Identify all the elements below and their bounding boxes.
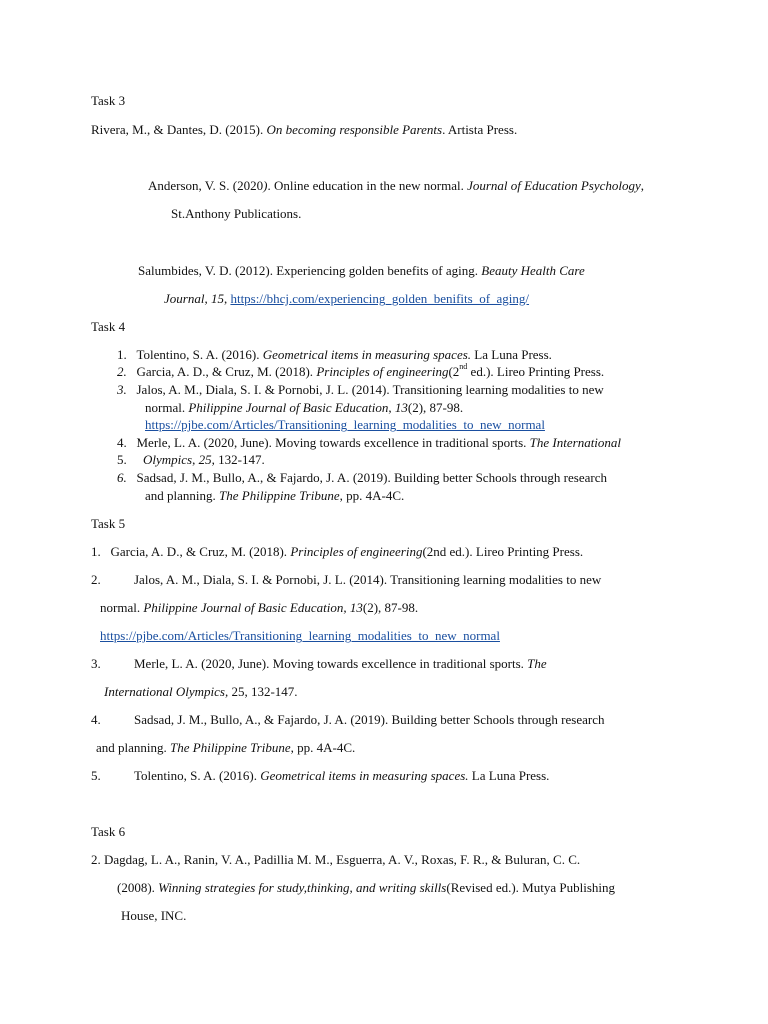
ref-publisher: . Artista Press. — [442, 122, 518, 137]
task4-item-6-line1 — [117, 471, 607, 484]
ref-authors: Garcia, A. D., & Cruz, M. (2018). — [136, 364, 317, 379]
task5-item-4-line2 — [96, 741, 355, 754]
ref-text: Merle, L. A. (2020, June). Moving towards excellence in traditional sports. — [136, 435, 530, 450]
ref-volume: 25, — [198, 452, 215, 467]
ref-authors: Garcia, A. D., & Cruz, M. (2018). — [110, 544, 291, 559]
ref-volume: 13 — [394, 400, 408, 415]
ref-sep: , — [192, 452, 199, 467]
ref-title: Geometrical items in measuring spaces. — [262, 347, 472, 362]
task5-item-3-number: 3. — [91, 656, 101, 671]
ref-paren: ) — [263, 178, 268, 193]
ref-text: normal. — [100, 600, 144, 615]
task4-heading: Task 4 — [91, 319, 126, 334]
task5-item-3-line1 — [134, 657, 547, 670]
task4-item-2 — [117, 362, 605, 379]
task4-item-5 — [117, 453, 265, 466]
ref-publisher: (Revised ed.). Mutya Publishing — [446, 880, 615, 895]
task3-ref1 — [91, 123, 517, 136]
task5-item-2-link[interactable]: https://pjbe.com/Articles/Transitioning_learning_modalities_to_new_normal — [100, 628, 500, 643]
ref-comma: , — [640, 178, 644, 193]
ref-text: Jalos, A. M., Diala, S. I. & Pornobi, J. L. (2014). Transitioning learning modalities to new — [136, 382, 604, 397]
task6-item-line2 — [117, 881, 615, 894]
task5-item-2-line1: Jalos, A. M., Diala, S. I. & Pornobi, J. L. (2014). Transitioning learning modalities to new — [134, 572, 602, 587]
ref-pages: , pp. 4A-4C. — [290, 740, 356, 755]
ref-journal: The Philippine Tribune — [219, 488, 340, 503]
task3-heading: Task 3 — [91, 93, 126, 108]
ref-text: normal. — [145, 400, 189, 415]
task5-item-1 — [91, 545, 583, 558]
ref-text: Merle, L. A. (2020, June). Moving towards excellence in traditional sports. — [134, 656, 528, 671]
ref-authors-title: Salumbides, V. D. (2012). Experiencing golden benefits of aging. — [138, 263, 482, 278]
task4-item-3-line1 — [117, 383, 604, 396]
task4-item-3-link[interactable]: https://pjbe.com/Articles/Transitioning_learning_modalities_to_new_normal — [145, 417, 545, 432]
list-number: 6. — [117, 470, 127, 485]
ref-journal: The Philippine Tribune — [170, 740, 291, 755]
ref-title: Principles of engineering — [290, 544, 423, 559]
list-number: 2. — [91, 852, 101, 867]
task4-item-6-line2 — [145, 489, 404, 502]
ref-pages: 132-147. — [214, 452, 265, 467]
ref-text: and planning. — [145, 488, 220, 503]
ref-journal: Philippine Journal of Basic Education — [188, 400, 389, 415]
ref-authors: Tolentino, S. A. (2016). — [136, 347, 263, 362]
task5-item-2-number: 2. — [91, 572, 101, 587]
ref-edition-sup: nd — [459, 362, 468, 371]
ref-title: . Online education in the new normal. — [267, 178, 468, 193]
ref-publisher: La Luna Press. — [471, 347, 552, 362]
ref-journal: International Olympics, — [104, 684, 229, 699]
task4-item-1 — [117, 348, 552, 361]
ref-journal: Journal of Education Psychology — [467, 178, 641, 193]
ref-title: Geometrical items in measuring spaces. — [260, 768, 469, 783]
list-number: 5. — [117, 452, 127, 467]
ref-title: Principles of engineering — [316, 364, 449, 379]
ref-authors: Tolentino, S. A. (2016). — [134, 768, 261, 783]
task5-item-5-number: 5. — [91, 768, 101, 783]
ref-edition: (2 — [448, 364, 460, 379]
task4-item-4 — [117, 436, 621, 449]
ref-title: Winning strategies for study,thinking, and writing skills — [158, 880, 447, 895]
task3-ref2-line1 — [148, 179, 644, 192]
task6-item-line3: House, INC. — [121, 908, 187, 923]
ref-authors: Dagdag, L. A., Ranin, V. A., Padillia M. M., Esguerra, A. V., Roxas, F. R., & Buluran, C. C. — [104, 852, 581, 867]
ref-publisher: (2nd ed.). Lireo Printing Press. — [422, 544, 584, 559]
ref-journal: The International — [529, 435, 622, 450]
task5-item-2-line2 — [100, 601, 418, 614]
list-number: 3. — [117, 382, 127, 397]
ref-journal: The — [527, 656, 547, 671]
task5-item-4-line1: Sadsad, J. M., Bullo, A., & Fajardo, J. A. (2019). Building better Schools through research — [134, 712, 605, 727]
task3-ref2-line2: St.Anthony Publications. — [171, 206, 302, 221]
ref-sep: , — [388, 400, 395, 415]
ref-pages: 25, 132-147. — [228, 684, 298, 699]
ref-journal: Olympics — [143, 452, 193, 467]
list-number: 1. — [91, 544, 101, 559]
task6-item-line1 — [91, 853, 580, 866]
ref-journal: Philippine Journal of Basic Education, 13 — [143, 600, 363, 615]
task6-heading: Task 6 — [91, 824, 126, 839]
ref-journal: Beauty Health Care — [481, 263, 585, 278]
ref-text: and planning. — [96, 740, 171, 755]
ref-link[interactable]: https://bhcj.com/experiencing_golden_benifits_of_aging/ — [230, 291, 530, 306]
ref-sep: , — [223, 291, 231, 306]
task4-item-3-line2 — [145, 401, 463, 414]
ref-authors: Anderson, V. S. (2020 — [148, 178, 264, 193]
ref-authors: Rivera, M., & Dantes, D. (2015). — [91, 122, 267, 137]
ref-text: Sadsad, J. M., Bullo, A., & Fajardo, J. A. (2019). Building better Schools through research — [136, 470, 607, 485]
task3-ref3-line1 — [138, 264, 585, 277]
ref-title: On becoming responsible Parents — [266, 122, 443, 137]
ref-publisher: ed.). Lireo Printing Press. — [467, 364, 605, 379]
task5-heading: Task 5 — [91, 516, 126, 531]
ref-pages: (2), 87-98. — [362, 600, 419, 615]
list-number: 2. — [117, 364, 127, 379]
task5-item-4-number: 4. — [91, 712, 101, 727]
task3-ref3-line2 — [164, 292, 529, 305]
list-number: 1. — [117, 347, 127, 362]
ref-year: (2008). — [117, 880, 159, 895]
list-number: 4. — [117, 435, 127, 450]
task5-item-3-line2 — [104, 685, 298, 698]
ref-pages: (2), 87-98. — [407, 400, 464, 415]
ref-pages: , pp. 4A-4C. — [339, 488, 405, 503]
ref-publisher: La Luna Press. — [468, 768, 550, 783]
ref-journal-volume: Journal, 15 — [164, 291, 224, 306]
task5-item-5 — [134, 769, 549, 782]
